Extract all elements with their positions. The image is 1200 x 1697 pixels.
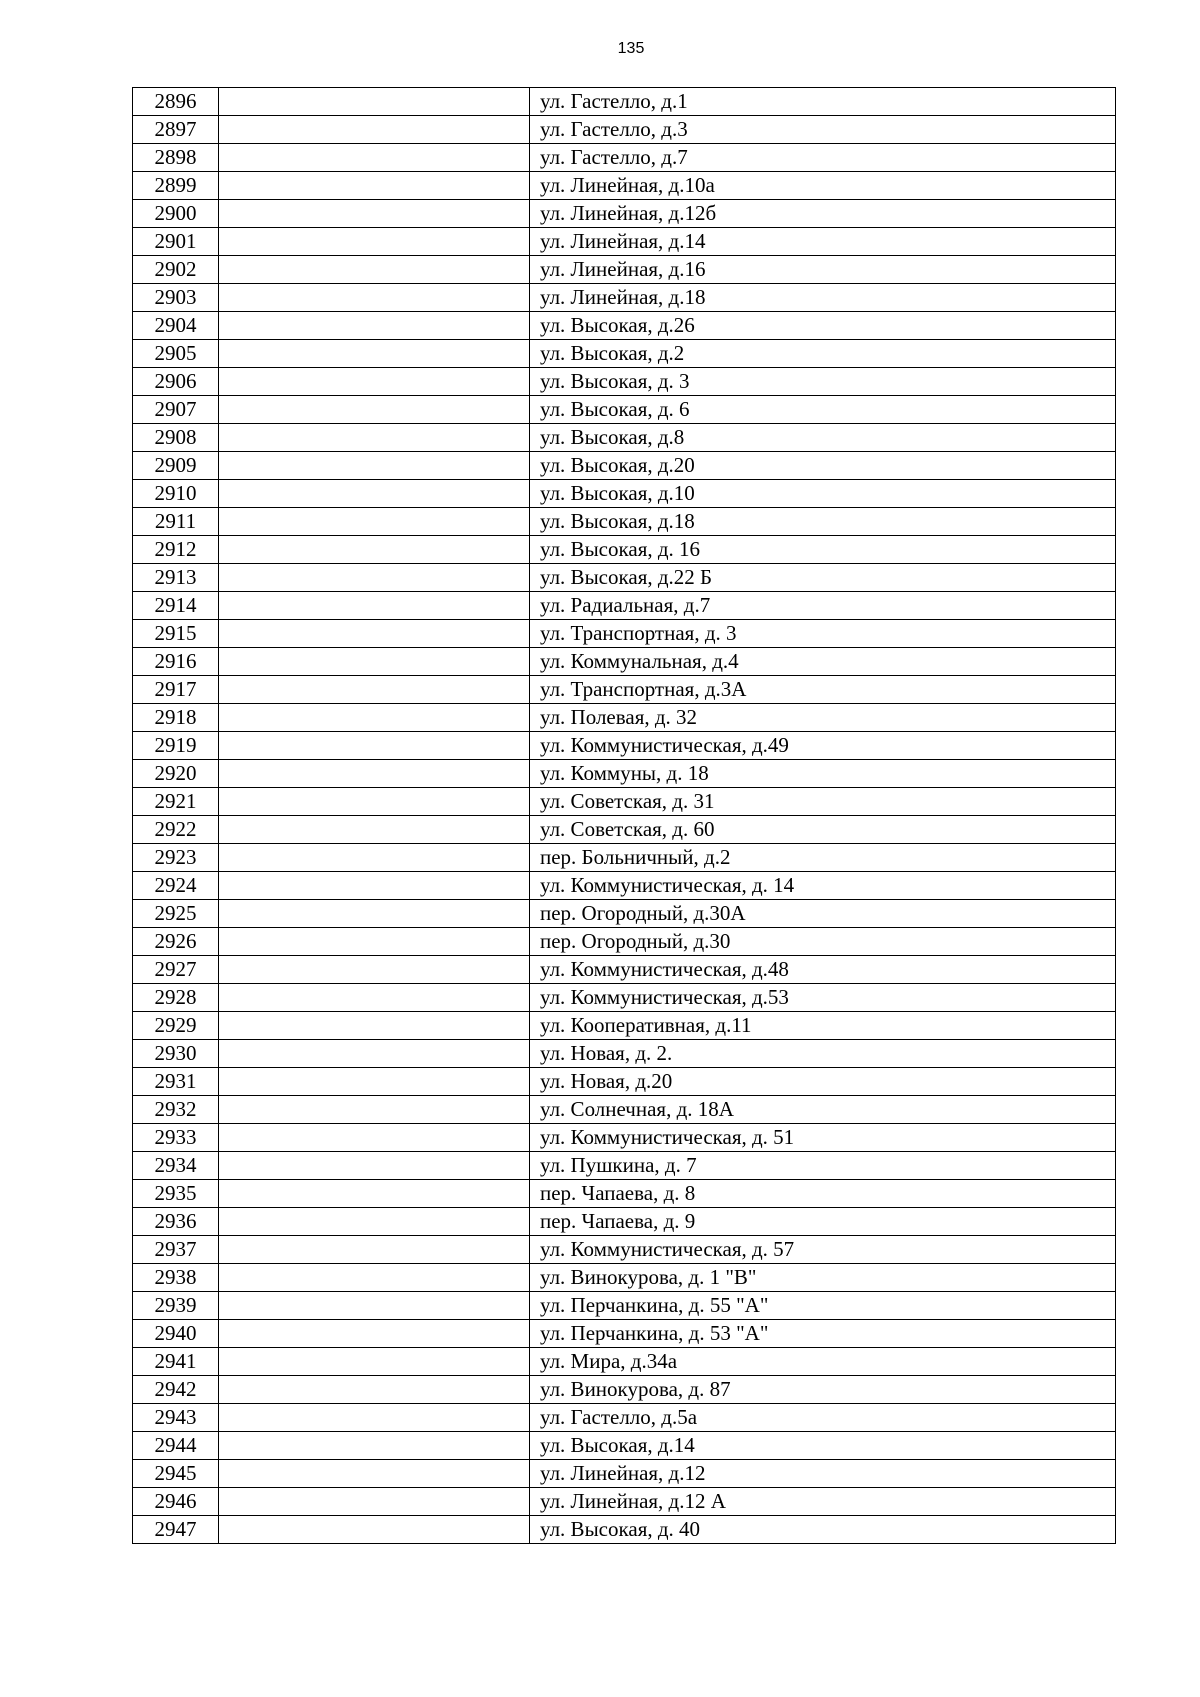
empty-cell — [219, 368, 530, 396]
empty-cell — [219, 340, 530, 368]
address-cell: ул. Высокая, д.10 — [530, 480, 1116, 508]
empty-cell — [219, 88, 530, 116]
address-cell: ул. Коммунистическая, д.48 — [530, 956, 1116, 984]
address-cell: ул. Высокая, д.2 — [530, 340, 1116, 368]
address-cell: ул. Кооперативная, д.11 — [530, 1012, 1116, 1040]
empty-cell — [219, 956, 530, 984]
address-cell: ул. Радиальная, д.7 — [530, 592, 1116, 620]
row-number-cell: 2904 — [133, 312, 219, 340]
row-number-cell: 2900 — [133, 200, 219, 228]
table-row — [133, 368, 1116, 396]
table-row — [133, 116, 1116, 144]
address-cell: ул. Высокая, д.20 — [530, 452, 1116, 480]
row-number-cell: 2907 — [133, 396, 219, 424]
row-number-cell: 2931 — [133, 1068, 219, 1096]
empty-cell — [219, 1348, 530, 1376]
empty-cell — [219, 228, 530, 256]
empty-cell — [219, 816, 530, 844]
table-row — [133, 760, 1116, 788]
table-row — [133, 1516, 1116, 1544]
row-number-cell: 2903 — [133, 284, 219, 312]
row-number-cell: 2906 — [133, 368, 219, 396]
row-number-cell: 2928 — [133, 984, 219, 1012]
table-row — [133, 872, 1116, 900]
row-number-cell: 2919 — [133, 732, 219, 760]
table-row — [133, 256, 1116, 284]
table-row — [133, 1180, 1116, 1208]
address-cell: ул. Высокая, д.8 — [530, 424, 1116, 452]
address-cell: ул. Гастелло, д.5а — [530, 1404, 1116, 1432]
table-row — [133, 1152, 1116, 1180]
row-number-cell: 2917 — [133, 676, 219, 704]
table-row — [133, 956, 1116, 984]
empty-cell — [219, 172, 530, 200]
row-number-cell: 2899 — [133, 172, 219, 200]
table-row — [133, 1432, 1116, 1460]
row-number-cell: 2947 — [133, 1516, 219, 1544]
empty-cell — [219, 1040, 530, 1068]
empty-cell — [219, 396, 530, 424]
table-row — [133, 1040, 1116, 1068]
address-cell: ул. Перчанкина, д. 53 "А" — [530, 1320, 1116, 1348]
row-number-cell: 2920 — [133, 760, 219, 788]
address-cell: ул. Гастелло, д.7 — [530, 144, 1116, 172]
empty-cell — [219, 256, 530, 284]
row-number-cell: 2942 — [133, 1376, 219, 1404]
row-number-cell: 2941 — [133, 1348, 219, 1376]
table-row — [133, 732, 1116, 760]
table-row — [133, 816, 1116, 844]
address-cell: ул. Коммунистическая, д. 57 — [530, 1236, 1116, 1264]
row-number-cell: 2934 — [133, 1152, 219, 1180]
address-cell: ул. Винокурова, д. 1 "В" — [530, 1264, 1116, 1292]
address-cell: ул. Линейная, д.18 — [530, 284, 1116, 312]
empty-cell — [219, 536, 530, 564]
empty-cell — [219, 1152, 530, 1180]
empty-cell — [219, 844, 530, 872]
address-cell: ул. Коммунальная, д.4 — [530, 648, 1116, 676]
address-cell: ул. Полевая, д. 32 — [530, 704, 1116, 732]
address-cell: пер. Огородный, д.30А — [530, 900, 1116, 928]
empty-cell — [219, 1292, 530, 1320]
table-row — [133, 620, 1116, 648]
row-number-cell: 2939 — [133, 1292, 219, 1320]
address-table-body — [133, 88, 1116, 1544]
table-row — [133, 228, 1116, 256]
address-cell: ул. Высокая, д.14 — [530, 1432, 1116, 1460]
table-row — [133, 676, 1116, 704]
row-number-cell: 2946 — [133, 1488, 219, 1516]
table-row — [133, 88, 1116, 116]
empty-cell — [219, 760, 530, 788]
row-number-cell: 2937 — [133, 1236, 219, 1264]
row-number-cell: 2933 — [133, 1124, 219, 1152]
table-row — [133, 1124, 1116, 1152]
table-row — [133, 844, 1116, 872]
empty-cell — [219, 144, 530, 172]
empty-cell — [219, 620, 530, 648]
table-row — [133, 396, 1116, 424]
table-row — [133, 452, 1116, 480]
empty-cell — [219, 312, 530, 340]
address-cell: ул. Пушкина, д. 7 — [530, 1152, 1116, 1180]
address-cell: ул. Винокурова, д. 87 — [530, 1376, 1116, 1404]
empty-cell — [219, 480, 530, 508]
table-row — [133, 704, 1116, 732]
address-cell: ул. Транспортная, д.3А — [530, 676, 1116, 704]
row-number-cell: 2908 — [133, 424, 219, 452]
empty-cell — [219, 872, 530, 900]
address-cell: ул. Линейная, д.10а — [530, 172, 1116, 200]
address-cell: ул. Коммунистическая, д.49 — [530, 732, 1116, 760]
address-cell: пер. Огородный, д.30 — [530, 928, 1116, 956]
row-number-cell: 2944 — [133, 1432, 219, 1460]
empty-cell — [219, 704, 530, 732]
empty-cell — [219, 1180, 530, 1208]
empty-cell — [219, 592, 530, 620]
empty-cell — [219, 984, 530, 1012]
table-row — [133, 480, 1116, 508]
table-row — [133, 200, 1116, 228]
empty-cell — [219, 732, 530, 760]
address-cell: ул. Коммуны, д. 18 — [530, 760, 1116, 788]
empty-cell — [219, 1068, 530, 1096]
row-number-cell: 2936 — [133, 1208, 219, 1236]
address-cell: пер. Больничный, д.2 — [530, 844, 1116, 872]
row-number-cell: 2905 — [133, 340, 219, 368]
row-number-cell: 2909 — [133, 452, 219, 480]
empty-cell — [219, 928, 530, 956]
address-cell: пер. Чапаева, д. 9 — [530, 1208, 1116, 1236]
empty-cell — [219, 200, 530, 228]
row-number-cell: 2938 — [133, 1264, 219, 1292]
row-number-cell: 2914 — [133, 592, 219, 620]
table-row — [133, 536, 1116, 564]
address-cell: ул. Мира, д.34а — [530, 1348, 1116, 1376]
empty-cell — [219, 1516, 530, 1544]
address-cell: ул. Солнечная, д. 18А — [530, 1096, 1116, 1124]
empty-cell — [219, 1124, 530, 1152]
address-cell: ул. Коммунистическая, д.53 — [530, 984, 1116, 1012]
address-cell: ул. Гастелло, д.3 — [530, 116, 1116, 144]
row-number-cell: 2921 — [133, 788, 219, 816]
address-cell: ул. Коммунистическая, д. 51 — [530, 1124, 1116, 1152]
empty-cell — [219, 1096, 530, 1124]
empty-cell — [219, 1432, 530, 1460]
empty-cell — [219, 424, 530, 452]
table-row — [133, 508, 1116, 536]
address-cell: ул. Новая, д. 2. — [530, 1040, 1116, 1068]
address-cell: ул. Советская, д. 31 — [530, 788, 1116, 816]
table-row — [133, 1488, 1116, 1516]
empty-cell — [219, 284, 530, 312]
address-cell: ул. Высокая, д. 40 — [530, 1516, 1116, 1544]
address-cell: ул. Высокая, д.22 Б — [530, 564, 1116, 592]
table-row — [133, 1068, 1116, 1096]
table-row — [133, 1320, 1116, 1348]
address-cell: ул. Линейная, д.12б — [530, 200, 1116, 228]
address-cell: ул. Коммунистическая, д. 14 — [530, 872, 1116, 900]
address-cell: ул. Линейная, д.14 — [530, 228, 1116, 256]
empty-cell — [219, 1012, 530, 1040]
empty-cell — [219, 1404, 530, 1432]
row-number-cell: 2902 — [133, 256, 219, 284]
empty-cell — [219, 564, 530, 592]
row-number-cell: 2926 — [133, 928, 219, 956]
address-cell: ул. Гастелло, д.1 — [530, 88, 1116, 116]
table-row — [133, 1264, 1116, 1292]
address-cell: ул. Транспортная, д. 3 — [530, 620, 1116, 648]
empty-cell — [219, 1460, 530, 1488]
address-cell: ул. Высокая, д.18 — [530, 508, 1116, 536]
table-row — [133, 1208, 1116, 1236]
table-row — [133, 144, 1116, 172]
row-number-cell: 2924 — [133, 872, 219, 900]
row-number-cell: 2922 — [133, 816, 219, 844]
row-number-cell: 2898 — [133, 144, 219, 172]
address-cell: ул. Новая, д.20 — [530, 1068, 1116, 1096]
empty-cell — [219, 508, 530, 536]
address-cell: ул. Советская, д. 60 — [530, 816, 1116, 844]
table-row — [133, 788, 1116, 816]
empty-cell — [219, 900, 530, 928]
row-number-cell: 2945 — [133, 1460, 219, 1488]
table-row — [133, 1348, 1116, 1376]
empty-cell — [219, 788, 530, 816]
table-row — [133, 1460, 1116, 1488]
empty-cell — [219, 676, 530, 704]
row-number-cell: 2923 — [133, 844, 219, 872]
table-row — [133, 424, 1116, 452]
row-number-cell: 2935 — [133, 1180, 219, 1208]
row-number-cell: 2932 — [133, 1096, 219, 1124]
table-row — [133, 1012, 1116, 1040]
row-number-cell: 2913 — [133, 564, 219, 592]
table-row — [133, 284, 1116, 312]
address-cell: ул. Высокая, д. 6 — [530, 396, 1116, 424]
empty-cell — [219, 1376, 530, 1404]
empty-cell — [219, 1320, 530, 1348]
row-number-cell: 2918 — [133, 704, 219, 732]
table-row — [133, 564, 1116, 592]
table-row — [133, 592, 1116, 620]
address-cell: ул. Высокая, д. 16 — [530, 536, 1116, 564]
address-table — [132, 87, 1116, 1544]
address-cell: ул. Линейная, д.12 — [530, 1460, 1116, 1488]
row-number-cell: 2916 — [133, 648, 219, 676]
table-row — [133, 1096, 1116, 1124]
row-number-cell: 2925 — [133, 900, 219, 928]
empty-cell — [219, 1488, 530, 1516]
table-row — [133, 340, 1116, 368]
table-row — [133, 1236, 1116, 1264]
row-number-cell: 2927 — [133, 956, 219, 984]
address-cell: ул. Высокая, д. 3 — [530, 368, 1116, 396]
empty-cell — [219, 1236, 530, 1264]
address-cell: ул. Линейная, д.12 А — [530, 1488, 1116, 1516]
row-number-cell: 2940 — [133, 1320, 219, 1348]
row-number-cell: 2897 — [133, 116, 219, 144]
empty-cell — [219, 1264, 530, 1292]
row-number-cell: 2930 — [133, 1040, 219, 1068]
table-row — [133, 1376, 1116, 1404]
table-row — [133, 900, 1116, 928]
address-cell: ул. Линейная, д.16 — [530, 256, 1116, 284]
table-row — [133, 984, 1116, 1012]
empty-cell — [219, 452, 530, 480]
table-row — [133, 1292, 1116, 1320]
table-row — [133, 312, 1116, 340]
row-number-cell: 2915 — [133, 620, 219, 648]
address-cell: ул. Высокая, д.26 — [530, 312, 1116, 340]
page-number: 135 — [617, 40, 645, 57]
row-number-cell: 2929 — [133, 1012, 219, 1040]
table-row — [133, 648, 1116, 676]
row-number-cell: 2943 — [133, 1404, 219, 1432]
empty-cell — [219, 1208, 530, 1236]
address-cell: ул. Перчанкина, д. 55 "А" — [530, 1292, 1116, 1320]
table-row — [133, 1404, 1116, 1432]
row-number-cell: 2910 — [133, 480, 219, 508]
empty-cell — [219, 648, 530, 676]
table-row — [133, 172, 1116, 200]
empty-cell — [219, 116, 530, 144]
table-row — [133, 928, 1116, 956]
row-number-cell: 2912 — [133, 536, 219, 564]
row-number-cell: 2901 — [133, 228, 219, 256]
row-number-cell: 2896 — [133, 88, 219, 116]
row-number-cell: 2911 — [133, 508, 219, 536]
address-cell: пер. Чапаева, д. 8 — [530, 1180, 1116, 1208]
